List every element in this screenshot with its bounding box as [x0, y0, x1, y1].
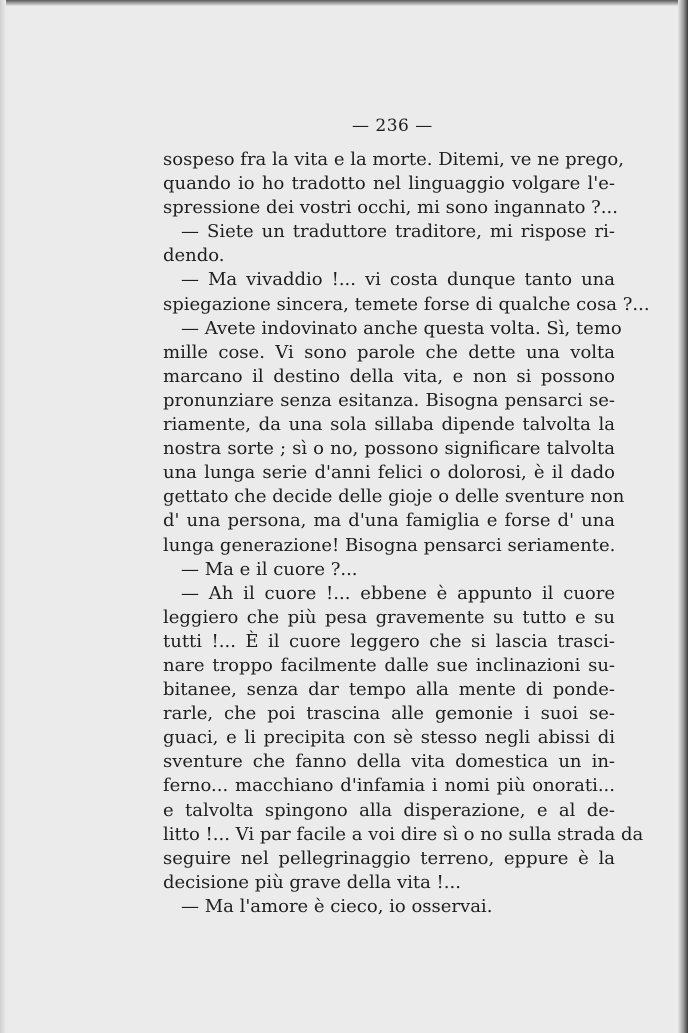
body-text — [163, 148, 650, 919]
text-line: riamente, da una sola sillaba dipende talvolta la — [163, 414, 615, 436]
text-line: ferno... macchiano d'infamia i nomi più onorati... — [163, 775, 615, 797]
text-line: litto !... Vi par facile a voi dire sì o no sulla strada da — [163, 823, 644, 845]
text-line: quando io ho tradotto nel linguaggio volgare l'e- — [163, 173, 615, 195]
text-line: — Ma vivaddio !... vi costa dunque tanto una — [181, 269, 615, 291]
text-line: tutti !... È il cuore leggero che si lascia trasci- — [163, 630, 615, 652]
page-top-edge — [0, 0, 688, 6]
text-line: — Ah il cuore !... ebbene è appunto il cuore — [181, 582, 615, 604]
text-line: e talvolta spingono alla disperazione, e al de- — [163, 799, 615, 821]
text-line: guaci, e li precipita con sè stesso negli abissi di — [163, 727, 615, 749]
text-line: — Siete un traduttore traditore, mi rispose ri- — [181, 221, 615, 243]
text-line: — Ma l'amore è cieco, io osservai. — [181, 895, 493, 917]
text-line: — Ma e il cuore ?... — [181, 558, 358, 580]
text-line: — Avete indovinato anche questa volta. Sì, temo — [181, 317, 622, 339]
text-line: marcano il destino della vita, e non si possono — [163, 365, 615, 387]
text-line: leggiero che più pesa gravemente su tutto e su — [163, 606, 615, 628]
text-line: spressione dei vostri occhi, mi sono ingannato ?... — [163, 197, 618, 219]
text-line: bitanee, senza dar tempo alla mente di ponde- — [163, 679, 615, 701]
text-line: una lunga serie d'anni felici o dolorosi, è il dado — [163, 462, 615, 484]
text-line: lunga generazione! Bisogna pensarci seriamente. — [163, 534, 616, 556]
text-line: seguire nel pellegrinaggio terreno, eppure è la — [163, 847, 615, 869]
page-left-edge — [0, 0, 6, 1033]
text-line: pronunziare senza esitanza. Bisogna pensarci se- — [163, 389, 615, 411]
text-line: sospeso fra la vita e la morte. Ditemi, ve ne prego, — [163, 149, 624, 170]
text-line: nostra sorte ; sì o no, possono significare talvolta — [163, 438, 615, 460]
text-line: mille cose. Vi sono parole che dette una volta — [163, 341, 615, 363]
text-line: dendo. — [163, 245, 225, 267]
page-number: — 236 — — [352, 116, 433, 136]
text-line: d' una persona, ma d'una famiglia e forse d' una — [163, 510, 615, 532]
page-right-edge — [678, 0, 688, 1033]
text-line: rarle, che poi trascina alle gemonie i suoi se- — [163, 703, 615, 725]
text-line: spiegazione sincera, temete forse di qualche cosa ?... — [163, 293, 650, 315]
text-line: gettato che decide delle gioje o delle sventure non — [163, 486, 625, 508]
text-line: sventure che fanno della vita domestica un in- — [163, 751, 615, 773]
text-line: nare troppo facilmente dalle sue inclinazioni su- — [163, 654, 615, 676]
text-line: decisione più grave della vita !... — [163, 871, 461, 893]
